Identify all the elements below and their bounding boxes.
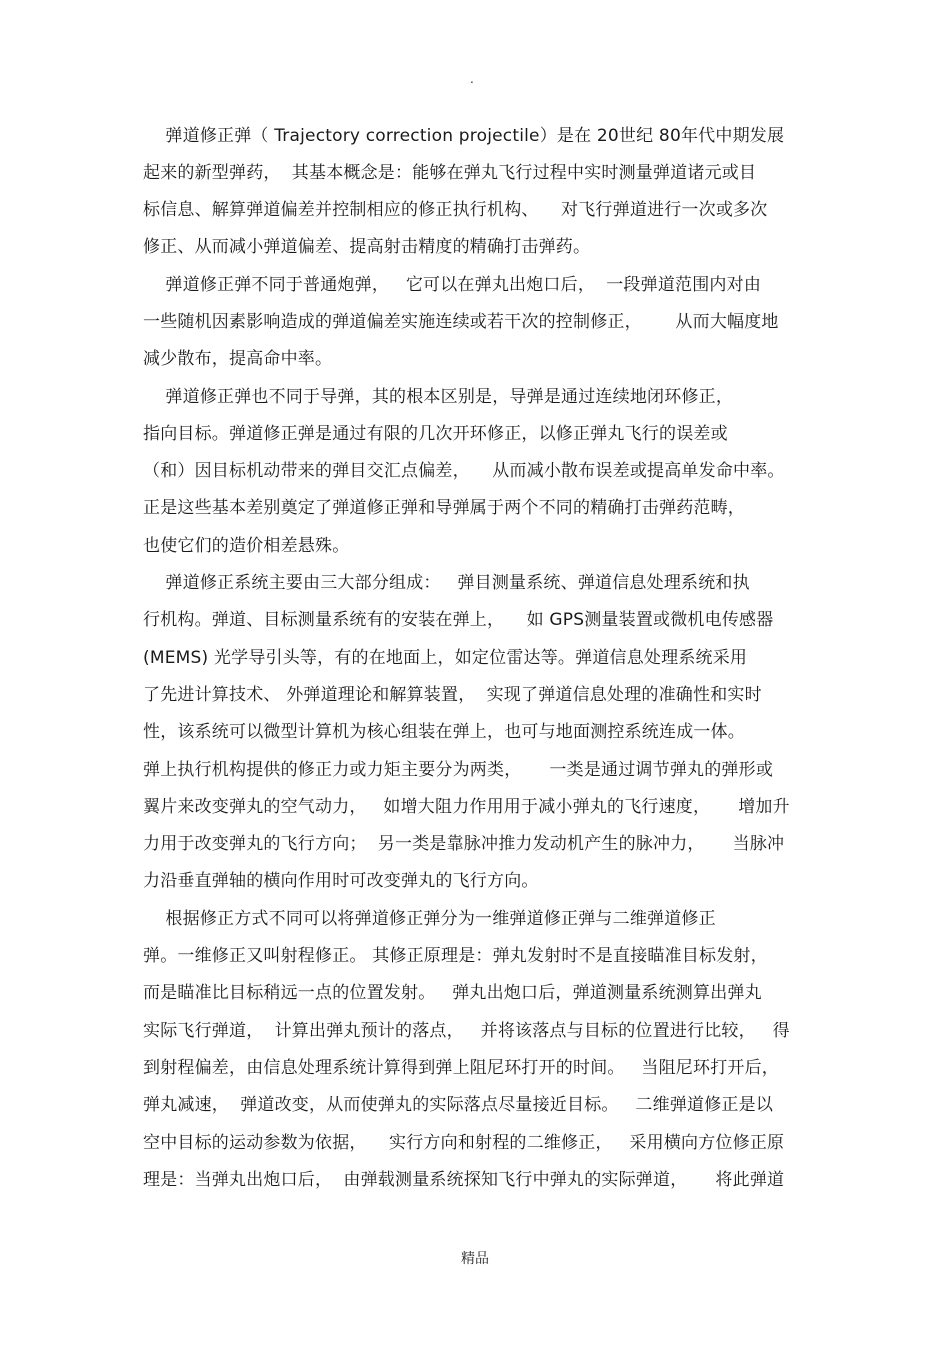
text-line: 指向目标。弹道修正弹是通过有限的几次开环修正，以修正弹丸飞行的误差或 <box>143 424 728 444</box>
text-line: 弹丸减速， 弹道改变，从而使弹丸的实际落点尽量接近目标。 二维弹道修正是以 <box>143 1095 774 1115</box>
text-line: 也使它们的造价相差悬殊。 <box>143 536 350 556</box>
text-line: 弹上执行机构提供的修正力或力矩主要分为两类， 一类是通过调节弹丸的弹形或 <box>143 760 774 780</box>
text-line: 力用于改变弹丸的飞行方向； 另一类是靠脉冲推力发动机产生的脉冲力， 当脉冲 <box>143 834 785 854</box>
text-line: 根据修正方式不同可以将弹道修正弹分为一维弹道修正弹与二维弹道修正 <box>143 909 716 929</box>
text-line: (MEMS) 光学导引头等，有的在地面上，如定位雷达等。弹道信息处理系统采用 <box>143 648 748 668</box>
text-line: 起来的新型弹药， 其基本概念是：能够在弹丸飞行过程中实时测量弹道诸元或目 <box>143 163 757 183</box>
text-line: 而是瞄准比目标稍远一点的位置发射。 弹丸出炮口后，弹道测量系统测算出弹丸 <box>143 983 762 1003</box>
text-line: 到射程偏差，由信息处理系统计算得到弹上阻尼环打开的时间。 当阻尼环打开后， <box>143 1058 780 1078</box>
text-line: 弹道修正弹也不同于导弹，其的根本区别是，导弹是通过连续地闭环修正， <box>143 387 734 407</box>
text-line: 弹道修正系统主要由三大部分组成： 弹目测量系统、弹道信息处理系统和执 <box>143 573 750 593</box>
text-line: 力沿垂直弹轴的横向作用时可改变弹丸的飞行方向。 <box>143 871 539 891</box>
text-line: 一些随机因素影响造成的弹道偏差实施连续或若干次的控制修正， 从而大幅度地 <box>143 312 779 332</box>
text-line: 理是：当弹丸出炮口后， 由弹载测量系统探知飞行中弹丸的实际弹道， 将此弹道 <box>143 1170 785 1190</box>
text-line: 弹道修正弹不同于普通炮弹， 它可以在弹丸出炮口后， 一段弹道范围内对由 <box>143 275 762 295</box>
text-line: 实际飞行弹道， 计算出弹丸预计的落点， 并将该落点与目标的位置进行比较， 得 <box>143 1021 790 1041</box>
text-line: 行机构。弹道、目标测量系统有的安装在弹上， 如 GPS测量装置或微机电传感器 <box>143 610 774 630</box>
page-footer: 精品 <box>461 1251 489 1267</box>
text-line: 翼片来改变弹丸的空气动力， 如增大阻力作用用于减小弹丸的飞行速度， 增加升 <box>143 797 790 817</box>
header-mark: . <box>470 72 474 86</box>
text-line: 弹。一维修正又叫射程修正。 其修正原理是：弹丸发射时不是直接瞄准目标发射， <box>143 946 768 966</box>
text-line: 空中目标的运动参数为依据， 实行方向和射程的二维修正， 采用横向方位修正原 <box>143 1133 785 1153</box>
text-line: 修正、从而减小弹道偏差、提高射击精度的精确打击弹药。 <box>143 237 591 257</box>
text-line: 正是这些基本差别奠定了弹道修正弹和导弹属于两个不同的精确打击弹药范畴， <box>143 498 745 518</box>
text-line: 减少散布，提高命中率。 <box>143 349 333 369</box>
text-line: 了先进计算技术、 外弹道理论和解算装置， 实现了弹道信息处理的准确性和实时 <box>143 685 762 705</box>
text-line: 性，该系统可以微型计算机为核心组装在弹上，也可与地面测控系统连成一体。 <box>143 722 745 742</box>
text-line: 弹道修正弹（ Trajectory correction projectile）是在 20世纪 80年代中期发展 <box>143 126 785 146</box>
text-line: （和）因目标机动带来的弹目交汇点偏差， 从而减小散布误差或提高单发命中率。 <box>143 461 785 481</box>
text-line: 标信息、解算弹道偏差并控制相应的修正执行机构、 对飞行弹道进行一次或多次 <box>143 200 768 220</box>
